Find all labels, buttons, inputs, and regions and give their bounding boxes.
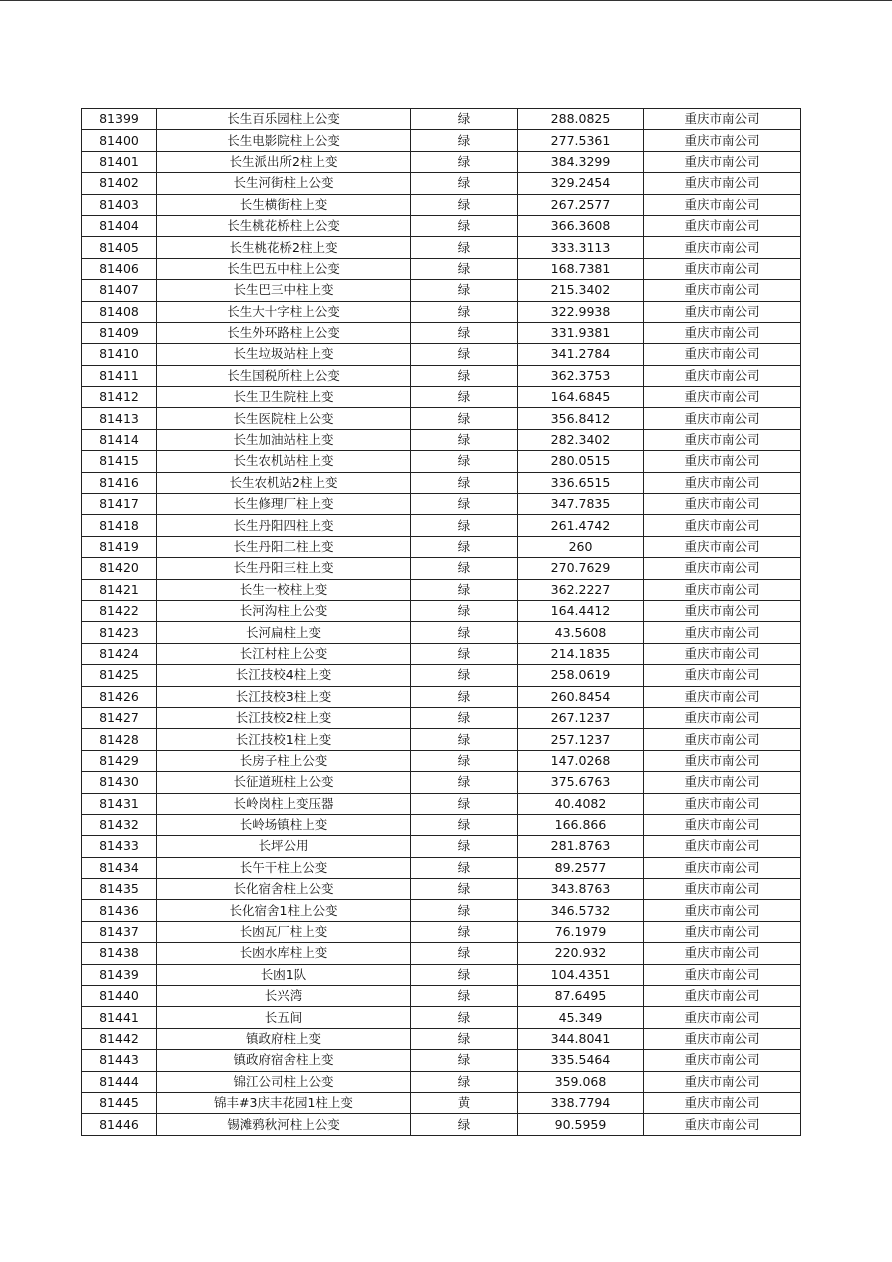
name-cell: 长江技校4柱上变 <box>157 665 411 686</box>
name-cell: 长生巴三中柱上变 <box>157 280 411 301</box>
value-cell: 164.6845 <box>518 387 644 408</box>
name-cell: 长河扁柱上变 <box>157 622 411 643</box>
table-row <box>82 515 801 536</box>
company-cell: 重庆市南公司 <box>644 836 801 857</box>
company-cell: 重庆市南公司 <box>644 793 801 814</box>
name-cell: 长坪公用 <box>157 836 411 857</box>
data-table <box>81 108 801 1136</box>
table-row <box>82 579 801 600</box>
value-cell: 335.5464 <box>518 1050 644 1071</box>
color-cell: 绿 <box>411 215 518 236</box>
id-cell: 81433 <box>82 836 157 857</box>
name-cell: 长生加油站柱上变 <box>157 429 411 450</box>
name-cell: 长生修理厂柱上变 <box>157 494 411 515</box>
color-cell: 绿 <box>411 536 518 557</box>
company-cell: 重庆市南公司 <box>644 643 801 664</box>
value-cell: 384.3299 <box>518 151 644 172</box>
company-cell: 重庆市南公司 <box>644 451 801 472</box>
color-cell: 绿 <box>411 707 518 728</box>
table-row <box>82 258 801 279</box>
table-row <box>82 194 801 215</box>
color-cell: 绿 <box>411 1028 518 1049</box>
name-cell: 长生河街柱上公变 <box>157 173 411 194</box>
table-row <box>82 130 801 151</box>
company-cell: 重庆市南公司 <box>644 558 801 579</box>
id-cell: 81441 <box>82 1007 157 1028</box>
company-cell: 重庆市南公司 <box>644 772 801 793</box>
value-cell: 281.8763 <box>518 836 644 857</box>
color-cell: 绿 <box>411 173 518 194</box>
name-cell: 长生桃花桥柱上公变 <box>157 215 411 236</box>
value-cell: 214.1835 <box>518 643 644 664</box>
table-row <box>82 1028 801 1049</box>
value-cell: 40.4082 <box>518 793 644 814</box>
value-cell: 261.4742 <box>518 515 644 536</box>
name-cell: 长江村柱上公变 <box>157 643 411 664</box>
name-cell: 长江技校1柱上变 <box>157 729 411 750</box>
value-cell: 267.1237 <box>518 707 644 728</box>
name-cell: 长征道班柱上公变 <box>157 772 411 793</box>
name-cell: 长生医院柱上公变 <box>157 408 411 429</box>
value-cell: 346.5732 <box>518 900 644 921</box>
name-cell: 长生百乐园柱上公变 <box>157 109 411 130</box>
value-cell: 333.3113 <box>518 237 644 258</box>
id-cell: 81416 <box>82 472 157 493</box>
value-cell: 347.7835 <box>518 494 644 515</box>
color-cell: 绿 <box>411 921 518 942</box>
name-cell: 长岭场镇柱上变 <box>157 814 411 835</box>
table-row <box>82 472 801 493</box>
name-cell: 长凼瓦厂柱上变 <box>157 921 411 942</box>
company-cell: 重庆市南公司 <box>644 665 801 686</box>
table-row <box>82 387 801 408</box>
name-cell: 长房子柱上公变 <box>157 750 411 771</box>
color-cell: 绿 <box>411 451 518 472</box>
value-cell: 43.5608 <box>518 622 644 643</box>
company-cell: 重庆市南公司 <box>644 857 801 878</box>
name-cell: 长生电影院柱上公变 <box>157 130 411 151</box>
color-cell: 绿 <box>411 729 518 750</box>
table-row <box>82 921 801 942</box>
table-row <box>82 301 801 322</box>
company-cell: 重庆市南公司 <box>644 1050 801 1071</box>
value-cell: 168.7381 <box>518 258 644 279</box>
color-cell: 绿 <box>411 151 518 172</box>
name-cell: 长生卫生院柱上变 <box>157 387 411 408</box>
table-row <box>82 943 801 964</box>
table-row <box>82 109 801 130</box>
table-row <box>82 857 801 878</box>
name-cell: 长河沟柱上公变 <box>157 600 411 621</box>
table-row <box>82 280 801 301</box>
table-row <box>82 451 801 472</box>
color-cell: 绿 <box>411 429 518 450</box>
company-cell: 重庆市南公司 <box>644 729 801 750</box>
company-cell: 重庆市南公司 <box>644 322 801 343</box>
company-cell: 重庆市南公司 <box>644 814 801 835</box>
name-cell: 长生丹阳三柱上变 <box>157 558 411 579</box>
value-cell: 270.7629 <box>518 558 644 579</box>
id-cell: 81426 <box>82 686 157 707</box>
company-cell: 重庆市南公司 <box>644 215 801 236</box>
value-cell: 166.866 <box>518 814 644 835</box>
id-cell: 81402 <box>82 173 157 194</box>
company-cell: 重庆市南公司 <box>644 921 801 942</box>
table-row <box>82 536 801 557</box>
id-cell: 81410 <box>82 344 157 365</box>
table-row <box>82 750 801 771</box>
name-cell: 长兴湾 <box>157 986 411 1007</box>
color-cell: 绿 <box>411 1114 518 1135</box>
company-cell: 重庆市南公司 <box>644 429 801 450</box>
company-cell: 重庆市南公司 <box>644 130 801 151</box>
color-cell: 绿 <box>411 793 518 814</box>
table-row <box>82 322 801 343</box>
name-cell: 长生横街柱上变 <box>157 194 411 215</box>
page-top-border <box>0 0 892 1</box>
value-cell: 280.0515 <box>518 451 644 472</box>
value-cell: 282.3402 <box>518 429 644 450</box>
id-cell: 81415 <box>82 451 157 472</box>
id-cell: 81439 <box>82 964 157 985</box>
table-row <box>82 494 801 515</box>
name-cell: 长生农机站2柱上变 <box>157 472 411 493</box>
name-cell: 长午干柱上公变 <box>157 857 411 878</box>
color-cell: 绿 <box>411 387 518 408</box>
table-row <box>82 879 801 900</box>
name-cell: 锡滩鸦秋河柱上公变 <box>157 1114 411 1135</box>
color-cell: 绿 <box>411 301 518 322</box>
company-cell: 重庆市南公司 <box>644 472 801 493</box>
id-cell: 81434 <box>82 857 157 878</box>
value-cell: 89.2577 <box>518 857 644 878</box>
id-cell: 81418 <box>82 515 157 536</box>
id-cell: 81405 <box>82 237 157 258</box>
color-cell: 绿 <box>411 665 518 686</box>
value-cell: 362.2227 <box>518 579 644 600</box>
table-row <box>82 814 801 835</box>
value-cell: 288.0825 <box>518 109 644 130</box>
id-cell: 81446 <box>82 1114 157 1135</box>
color-cell: 绿 <box>411 344 518 365</box>
table-row <box>82 344 801 365</box>
name-cell: 长岭岗柱上变压器 <box>157 793 411 814</box>
value-cell: 258.0619 <box>518 665 644 686</box>
table-row <box>82 237 801 258</box>
name-cell: 镇政府宿舍柱上变 <box>157 1050 411 1071</box>
table-row <box>82 772 801 793</box>
name-cell: 长生外环路柱上公变 <box>157 322 411 343</box>
value-cell: 45.349 <box>518 1007 644 1028</box>
company-cell: 重庆市南公司 <box>644 1071 801 1092</box>
id-cell: 81425 <box>82 665 157 686</box>
color-cell: 绿 <box>411 836 518 857</box>
company-cell: 重庆市南公司 <box>644 600 801 621</box>
table-row <box>82 1114 801 1135</box>
color-cell: 绿 <box>411 900 518 921</box>
id-cell: 81438 <box>82 943 157 964</box>
color-cell: 绿 <box>411 814 518 835</box>
company-cell: 重庆市南公司 <box>644 258 801 279</box>
company-cell: 重庆市南公司 <box>644 515 801 536</box>
value-cell: 341.2784 <box>518 344 644 365</box>
id-cell: 81401 <box>82 151 157 172</box>
id-cell: 81412 <box>82 387 157 408</box>
company-cell: 重庆市南公司 <box>644 579 801 600</box>
name-cell: 长生派出所2柱上变 <box>157 151 411 172</box>
table-row <box>82 707 801 728</box>
value-cell: 90.5959 <box>518 1114 644 1135</box>
table-row <box>82 643 801 664</box>
value-cell: 147.0268 <box>518 750 644 771</box>
table-row <box>82 793 801 814</box>
company-cell: 重庆市南公司 <box>644 536 801 557</box>
color-cell: 绿 <box>411 472 518 493</box>
value-cell: 104.4351 <box>518 964 644 985</box>
color-cell: 绿 <box>411 643 518 664</box>
company-cell: 重庆市南公司 <box>644 1114 801 1135</box>
company-cell: 重庆市南公司 <box>644 173 801 194</box>
table-row <box>82 558 801 579</box>
company-cell: 重庆市南公司 <box>644 494 801 515</box>
company-cell: 重庆市南公司 <box>644 194 801 215</box>
company-cell: 重庆市南公司 <box>644 686 801 707</box>
name-cell: 长化宿舍柱上公变 <box>157 879 411 900</box>
id-cell: 81411 <box>82 365 157 386</box>
color-cell: 绿 <box>411 772 518 793</box>
value-cell: 322.9938 <box>518 301 644 322</box>
company-cell: 重庆市南公司 <box>644 237 801 258</box>
value-cell: 220.932 <box>518 943 644 964</box>
color-cell: 绿 <box>411 194 518 215</box>
color-cell: 绿 <box>411 622 518 643</box>
name-cell: 镇政府柱上变 <box>157 1028 411 1049</box>
color-cell: 绿 <box>411 408 518 429</box>
color-cell: 绿 <box>411 365 518 386</box>
name-cell: 长凼水库柱上变 <box>157 943 411 964</box>
table-row <box>82 600 801 621</box>
id-cell: 81408 <box>82 301 157 322</box>
company-cell: 重庆市南公司 <box>644 750 801 771</box>
value-cell: 331.9381 <box>518 322 644 343</box>
company-cell: 重庆市南公司 <box>644 622 801 643</box>
value-cell: 359.068 <box>518 1071 644 1092</box>
id-cell: 81443 <box>82 1050 157 1071</box>
table-row <box>82 729 801 750</box>
company-cell: 重庆市南公司 <box>644 879 801 900</box>
company-cell: 重庆市南公司 <box>644 900 801 921</box>
id-cell: 81403 <box>82 194 157 215</box>
color-cell: 绿 <box>411 322 518 343</box>
color-cell: 黄 <box>411 1092 518 1113</box>
id-cell: 81419 <box>82 536 157 557</box>
table-row <box>82 986 801 1007</box>
table-row <box>82 622 801 643</box>
table-row <box>82 151 801 172</box>
company-cell: 重庆市南公司 <box>644 964 801 985</box>
color-cell: 绿 <box>411 600 518 621</box>
color-cell: 绿 <box>411 1050 518 1071</box>
name-cell: 长江技校3柱上变 <box>157 686 411 707</box>
id-cell: 81422 <box>82 600 157 621</box>
table-row <box>82 365 801 386</box>
table-row <box>82 900 801 921</box>
company-cell: 重庆市南公司 <box>644 301 801 322</box>
value-cell: 356.8412 <box>518 408 644 429</box>
value-cell: 329.2454 <box>518 173 644 194</box>
company-cell: 重庆市南公司 <box>644 943 801 964</box>
company-cell: 重庆市南公司 <box>644 986 801 1007</box>
name-cell: 长生农机站柱上变 <box>157 451 411 472</box>
id-cell: 81430 <box>82 772 157 793</box>
id-cell: 81436 <box>82 900 157 921</box>
color-cell: 绿 <box>411 237 518 258</box>
color-cell: 绿 <box>411 1071 518 1092</box>
name-cell: 长凼1队 <box>157 964 411 985</box>
name-cell: 长生一校柱上变 <box>157 579 411 600</box>
value-cell: 260 <box>518 536 644 557</box>
value-cell: 87.6495 <box>518 986 644 1007</box>
color-cell: 绿 <box>411 109 518 130</box>
id-cell: 81409 <box>82 322 157 343</box>
id-cell: 81440 <box>82 986 157 1007</box>
id-cell: 81435 <box>82 879 157 900</box>
table-row <box>82 408 801 429</box>
id-cell: 81423 <box>82 622 157 643</box>
company-cell: 重庆市南公司 <box>644 1007 801 1028</box>
color-cell: 绿 <box>411 258 518 279</box>
company-cell: 重庆市南公司 <box>644 344 801 365</box>
table-body <box>82 109 801 1136</box>
company-cell: 重庆市南公司 <box>644 365 801 386</box>
id-cell: 81413 <box>82 408 157 429</box>
name-cell: 长生国税所柱上公变 <box>157 365 411 386</box>
id-cell: 81424 <box>82 643 157 664</box>
color-cell: 绿 <box>411 280 518 301</box>
table-row <box>82 1092 801 1113</box>
value-cell: 362.3753 <box>518 365 644 386</box>
id-cell: 81445 <box>82 1092 157 1113</box>
value-cell: 344.8041 <box>518 1028 644 1049</box>
color-cell: 绿 <box>411 558 518 579</box>
name-cell: 长生大十字柱上公变 <box>157 301 411 322</box>
value-cell: 338.7794 <box>518 1092 644 1113</box>
id-cell: 81421 <box>82 579 157 600</box>
id-cell: 81414 <box>82 429 157 450</box>
value-cell: 164.4412 <box>518 600 644 621</box>
color-cell: 绿 <box>411 857 518 878</box>
id-cell: 81442 <box>82 1028 157 1049</box>
table-row <box>82 215 801 236</box>
value-cell: 267.2577 <box>518 194 644 215</box>
color-cell: 绿 <box>411 750 518 771</box>
name-cell: 长生垃圾站柱上变 <box>157 344 411 365</box>
color-cell: 绿 <box>411 130 518 151</box>
color-cell: 绿 <box>411 1007 518 1028</box>
value-cell: 215.3402 <box>518 280 644 301</box>
name-cell: 长生丹阳二柱上变 <box>157 536 411 557</box>
id-cell: 81420 <box>82 558 157 579</box>
company-cell: 重庆市南公司 <box>644 109 801 130</box>
name-cell: 长生丹阳四柱上变 <box>157 515 411 536</box>
name-cell: 锦丰#3庆丰花园1柱上变 <box>157 1092 411 1113</box>
id-cell: 81444 <box>82 1071 157 1092</box>
id-cell: 81404 <box>82 215 157 236</box>
company-cell: 重庆市南公司 <box>644 387 801 408</box>
table-row <box>82 1050 801 1071</box>
company-cell: 重庆市南公司 <box>644 280 801 301</box>
name-cell: 长化宿舍1柱上公变 <box>157 900 411 921</box>
table-row <box>82 1071 801 1092</box>
company-cell: 重庆市南公司 <box>644 408 801 429</box>
id-cell: 81432 <box>82 814 157 835</box>
table-row <box>82 1007 801 1028</box>
color-cell: 绿 <box>411 964 518 985</box>
company-cell: 重庆市南公司 <box>644 1092 801 1113</box>
value-cell: 343.8763 <box>518 879 644 900</box>
company-cell: 重庆市南公司 <box>644 1028 801 1049</box>
id-cell: 81431 <box>82 793 157 814</box>
table-row <box>82 686 801 707</box>
value-cell: 76.1979 <box>518 921 644 942</box>
id-cell: 81417 <box>82 494 157 515</box>
color-cell: 绿 <box>411 879 518 900</box>
table-row <box>82 665 801 686</box>
value-cell: 277.5361 <box>518 130 644 151</box>
table-row <box>82 173 801 194</box>
value-cell: 336.6515 <box>518 472 644 493</box>
id-cell: 81428 <box>82 729 157 750</box>
company-cell: 重庆市南公司 <box>644 707 801 728</box>
name-cell: 长生巴五中柱上公变 <box>157 258 411 279</box>
value-cell: 366.3608 <box>518 215 644 236</box>
name-cell: 长五间 <box>157 1007 411 1028</box>
color-cell: 绿 <box>411 943 518 964</box>
id-cell: 81407 <box>82 280 157 301</box>
value-cell: 260.8454 <box>518 686 644 707</box>
id-cell: 81399 <box>82 109 157 130</box>
name-cell: 长生桃花桥2柱上变 <box>157 237 411 258</box>
name-cell: 锦江公司柱上公变 <box>157 1071 411 1092</box>
id-cell: 81406 <box>82 258 157 279</box>
color-cell: 绿 <box>411 494 518 515</box>
value-cell: 375.6763 <box>518 772 644 793</box>
company-cell: 重庆市南公司 <box>644 151 801 172</box>
color-cell: 绿 <box>411 515 518 536</box>
name-cell: 长江技校2柱上变 <box>157 707 411 728</box>
color-cell: 绿 <box>411 579 518 600</box>
id-cell: 81437 <box>82 921 157 942</box>
id-cell: 81429 <box>82 750 157 771</box>
id-cell: 81400 <box>82 130 157 151</box>
color-cell: 绿 <box>411 686 518 707</box>
table-row <box>82 836 801 857</box>
id-cell: 81427 <box>82 707 157 728</box>
table-row <box>82 429 801 450</box>
value-cell: 257.1237 <box>518 729 644 750</box>
table-row <box>82 964 801 985</box>
color-cell: 绿 <box>411 986 518 1007</box>
